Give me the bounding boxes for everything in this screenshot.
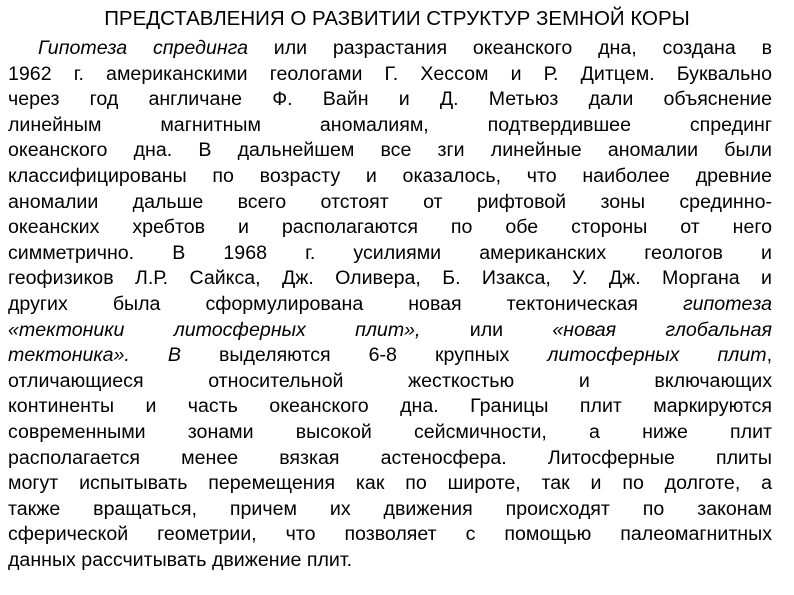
text-span: современными зонами высокой сейсмичности, а ниже плит bbox=[8, 420, 772, 443]
text-span: других была сформулирована новая тектоническая bbox=[8, 292, 683, 315]
text-span: через год англичане Ф. Вайн и Д. Метьюз дали объяснение bbox=[8, 88, 772, 111]
text-line bbox=[8, 164, 772, 190]
term-italic: тектоника». В bbox=[8, 344, 181, 367]
text-line bbox=[8, 266, 772, 292]
text-line bbox=[8, 420, 772, 446]
text-span: линейным магнитным аномалиям, подтвердившее спрединг bbox=[8, 113, 772, 136]
text-line bbox=[8, 497, 772, 523]
text-span: могут испытывать перемещения как по широте, так и по долготе, а bbox=[8, 472, 772, 495]
text-line bbox=[8, 522, 772, 548]
text-line bbox=[8, 369, 772, 395]
text-span: или разрастания океанского дна, создана в bbox=[247, 37, 772, 59]
text-span: , bbox=[766, 344, 772, 367]
text-line bbox=[8, 394, 772, 420]
text-span: океанского дна. В дальнейшем все зги линейные аномалии были bbox=[8, 139, 772, 162]
text-line bbox=[8, 548, 772, 574]
text-span: данных рассчитывать движение плит. bbox=[8, 548, 353, 571]
text-span: или bbox=[420, 318, 553, 341]
term-italic: Гипотеза спрединга bbox=[38, 37, 248, 59]
text-span: классифицированы по возрасту и оказалось, что наиболее древние bbox=[8, 164, 772, 187]
text-line bbox=[8, 113, 772, 139]
text-line bbox=[8, 215, 772, 241]
text-line bbox=[8, 292, 772, 318]
term-italic: «новая глобальная bbox=[552, 318, 772, 341]
text-line bbox=[8, 36, 772, 62]
term-italic: «тектоники литосферных плит», bbox=[8, 318, 421, 341]
text-span: геофизиков Л.Р. Сайкса, Дж. Оливера, Б. Изакса, У. Дж. Моргана и bbox=[8, 267, 772, 290]
slide-title: ПРЕДСТАВЛЕНИЯ О РАЗВИТИИ СТРУКТУР ЗЕМНОЙ КОРЫ bbox=[104, 7, 690, 30]
text-line bbox=[8, 471, 772, 497]
text-line bbox=[8, 87, 772, 113]
text-line bbox=[8, 62, 772, 88]
term-italic: гипотеза bbox=[682, 292, 772, 315]
text-span: выделяются 6-8 крупных bbox=[180, 344, 548, 367]
text-span: также вращаться, причем их движения происходят по законам bbox=[8, 497, 772, 520]
text-span: располагается менее вязкая астеносфера. Литосферные плиты bbox=[8, 446, 772, 469]
text-span: океанских хребтов и располагаются по обе стороны от него bbox=[8, 216, 772, 239]
text-line bbox=[8, 138, 772, 164]
term-italic: литосферных плит bbox=[547, 344, 767, 367]
text-span: 1962 г. американскими геологами Г. Хессом и Р. Дитцем. Буквально bbox=[8, 62, 772, 85]
text-line bbox=[8, 343, 772, 369]
text-span: аномалии дальше всего отстоят от рифтовой зоны срединно- bbox=[8, 190, 772, 213]
text-line bbox=[8, 190, 772, 216]
text-span: континенты и часть океанского дна. Границы плит маркируются bbox=[8, 395, 772, 418]
text-line bbox=[8, 241, 772, 267]
text-span: сферической геометрии, что позволяет с помощью палеомагнитных bbox=[8, 523, 772, 546]
text-span: отличающиеся относительной жесткостью и включающих bbox=[8, 369, 772, 392]
body-text bbox=[8, 36, 772, 573]
text-span: симметрично. В 1968 г. усилиями американских геологов и bbox=[8, 241, 772, 264]
text-line bbox=[8, 318, 772, 344]
text-line bbox=[8, 446, 772, 472]
